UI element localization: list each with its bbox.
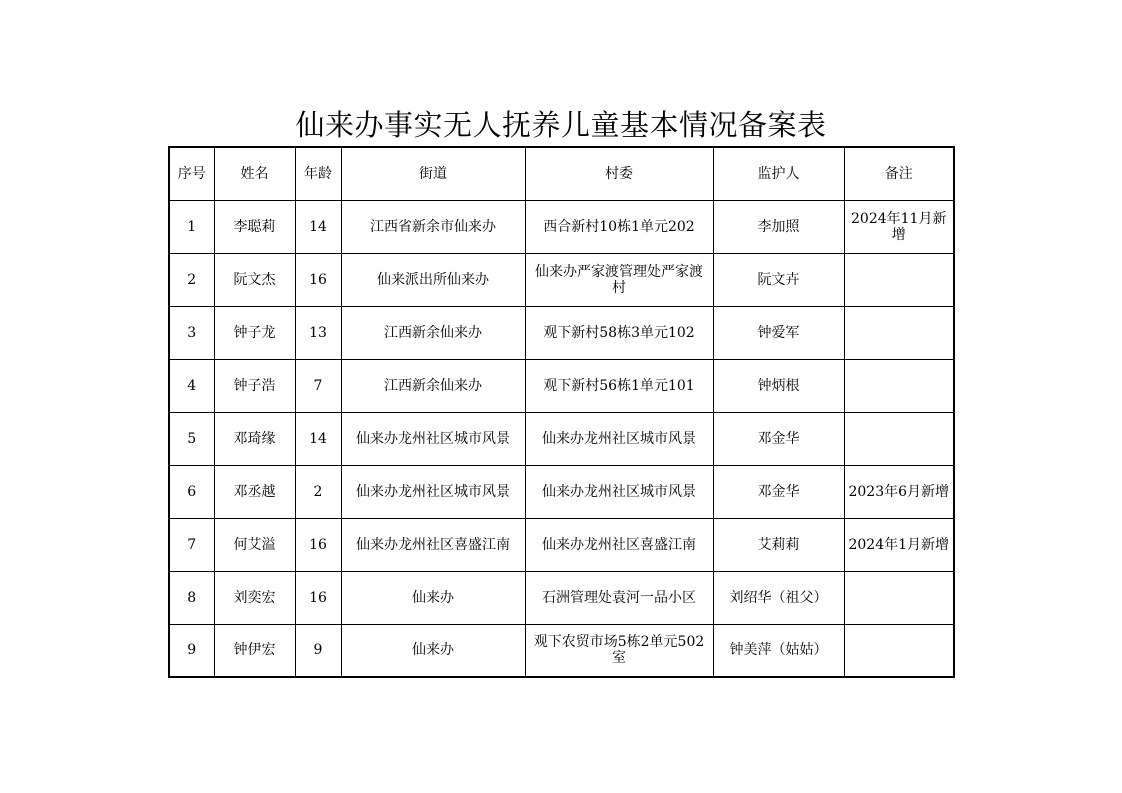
cell-index: 7	[169, 518, 214, 571]
table-header-row	[169, 147, 954, 200]
cell-index: 1	[169, 200, 214, 253]
cell-remark: 2024年1月新增	[844, 518, 954, 571]
cell-guardian: 钟炳根	[713, 359, 844, 412]
cell-village: 西合新村10栋1单元202	[525, 200, 713, 253]
cell-index: 4	[169, 359, 214, 412]
cell-village: 观下新村58栋3单元102	[525, 306, 713, 359]
cell-street: 仙来办	[341, 624, 525, 677]
table-row	[169, 465, 954, 518]
table-row	[169, 306, 954, 359]
cell-guardian: 钟美萍（姑姑）	[713, 624, 844, 677]
cell-name: 李聪莉	[214, 200, 295, 253]
cell-remark	[844, 359, 954, 412]
cell-street: 仙来办龙州社区城市风景	[341, 465, 525, 518]
header-village: 村委	[525, 147, 713, 200]
cell-guardian: 艾莉莉	[713, 518, 844, 571]
cell-age: 7	[295, 359, 341, 412]
table-row	[169, 253, 954, 306]
cell-street: 仙来办	[341, 571, 525, 624]
cell-street: 江西新余仙来办	[341, 306, 525, 359]
cell-remark	[844, 571, 954, 624]
cell-age: 14	[295, 412, 341, 465]
cell-age: 2	[295, 465, 341, 518]
cell-index: 5	[169, 412, 214, 465]
cell-guardian: 邓金华	[713, 465, 844, 518]
cell-street: 仙来派出所仙来办	[341, 253, 525, 306]
cell-remark	[844, 412, 954, 465]
cell-street: 江西省新余市仙来办	[341, 200, 525, 253]
header-index: 序号	[169, 147, 214, 200]
cell-index: 8	[169, 571, 214, 624]
cell-name: 刘奕宏	[214, 571, 295, 624]
cell-remark: 2024年11月新增	[844, 200, 954, 253]
cell-name: 钟子浩	[214, 359, 295, 412]
cell-name: 阮文杰	[214, 253, 295, 306]
cell-index: 9	[169, 624, 214, 677]
cell-guardian: 阮文卉	[713, 253, 844, 306]
cell-street: 仙来办龙州社区城市风景	[341, 412, 525, 465]
cell-index: 6	[169, 465, 214, 518]
cell-village: 石洲管理处袁河一品小区	[525, 571, 713, 624]
cell-village: 仙来办龙州社区城市风景	[525, 412, 713, 465]
cell-age: 14	[295, 200, 341, 253]
cell-village: 仙来办龙州社区喜盛江南	[525, 518, 713, 571]
cell-index: 3	[169, 306, 214, 359]
cell-age: 9	[295, 624, 341, 677]
cell-street: 江西新余仙来办	[341, 359, 525, 412]
cell-village: 仙来办龙州社区城市风景	[525, 465, 713, 518]
cell-village: 观下新村56栋1单元101	[525, 359, 713, 412]
cell-village: 仙来办严家渡管理处严家渡村	[525, 253, 713, 306]
cell-age: 16	[295, 253, 341, 306]
cell-village: 观下农贸市场5栋2单元502室	[525, 624, 713, 677]
header-remark: 备注	[844, 147, 954, 200]
cell-name: 钟伊宏	[214, 624, 295, 677]
cell-age: 16	[295, 571, 341, 624]
cell-age: 13	[295, 306, 341, 359]
cell-guardian: 李加照	[713, 200, 844, 253]
cell-remark: 2023年6月新增	[844, 465, 954, 518]
cell-name: 邓丞越	[214, 465, 295, 518]
cell-remark	[844, 253, 954, 306]
table-row	[169, 571, 954, 624]
cell-age: 16	[295, 518, 341, 571]
table-row	[169, 412, 954, 465]
header-street: 街道	[341, 147, 525, 200]
cell-index: 2	[169, 253, 214, 306]
page-title: 仙来办事实无人抚养儿童基本情况备案表	[295, 108, 827, 142]
table-row	[169, 200, 954, 253]
cell-name: 何艾溢	[214, 518, 295, 571]
cell-guardian: 钟爱军	[713, 306, 844, 359]
header-age: 年龄	[295, 147, 341, 200]
cell-name: 钟子龙	[214, 306, 295, 359]
cell-remark	[844, 624, 954, 677]
table-row	[169, 359, 954, 412]
header-name: 姓名	[214, 147, 295, 200]
cell-guardian: 邓金华	[713, 412, 844, 465]
cell-guardian: 刘绍华（祖父）	[713, 571, 844, 624]
cell-name: 邓琦缘	[214, 412, 295, 465]
table-row	[169, 518, 954, 571]
table-row	[169, 624, 954, 677]
header-guardian: 监护人	[713, 147, 844, 200]
cell-remark	[844, 306, 954, 359]
record-table	[168, 146, 955, 678]
cell-street: 仙来办龙州社区喜盛江南	[341, 518, 525, 571]
